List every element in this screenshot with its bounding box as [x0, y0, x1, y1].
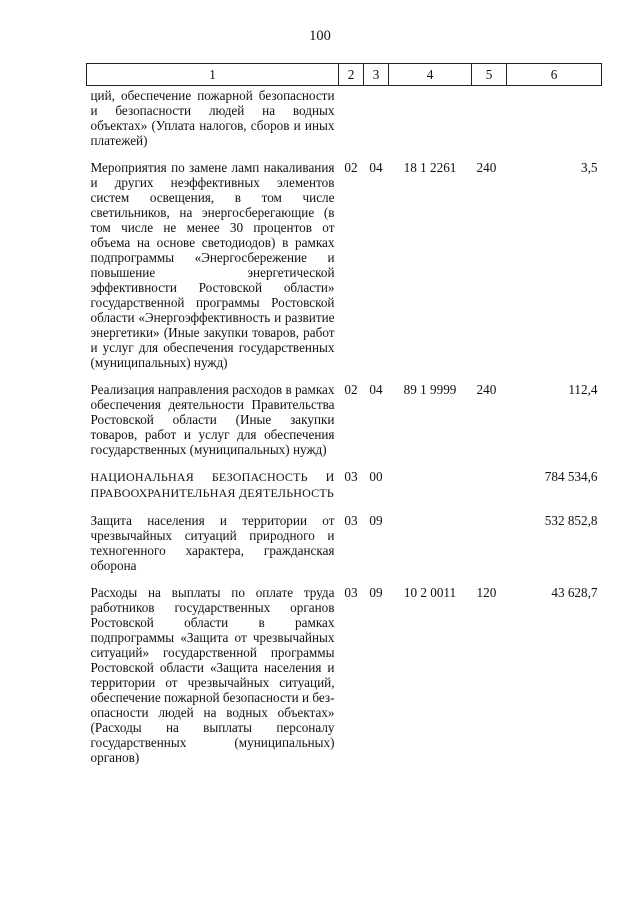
row-description: ций, обеспечение пожарной безопасности и безопасности людей на водных объектах» (Уплата налогов, сборов и иных платежей): [90, 88, 335, 148]
header-col-1: 1: [87, 64, 339, 86]
row-subsection: 09: [369, 513, 383, 528]
row-target-article: [389, 513, 472, 585]
row-description-caps: НАЦИОНАЛЬНАЯ БЕЗОПАСНОСТЬ И ПРАВООХРАНИТЕЛЬНАЯ ДЕЯТЕЛЬНОСТЬ: [90, 470, 335, 500]
header-col-5: 5: [472, 64, 507, 86]
table-header-row: [87, 64, 602, 86]
row-section: 03: [344, 513, 358, 528]
header-col-3: 3: [364, 64, 389, 86]
row-amount: 112,4: [568, 382, 598, 397]
row-target-article: [389, 469, 472, 513]
row-amount: 43 628,7: [551, 585, 598, 600]
row-amount: [507, 86, 602, 161]
row-subsection: [364, 86, 389, 161]
row-target-article: 10 2 0011: [403, 585, 457, 600]
row-expense-type: [472, 513, 507, 585]
row-amount: 3,5: [581, 160, 598, 175]
row-expense-type: [472, 469, 507, 513]
row-target-article: 89 1 9999: [403, 382, 457, 397]
row-subsection: 04: [369, 382, 383, 397]
row-expense-type: 240: [476, 382, 497, 397]
row-amount: 784 534,6: [544, 469, 598, 484]
table-row: [87, 513, 602, 585]
header-col-6: 6: [507, 64, 602, 86]
table-row: [87, 160, 602, 382]
row-description: [87, 469, 339, 513]
table-row: [87, 86, 602, 161]
header-col-2: 2: [339, 64, 364, 86]
row-expense-type: 120: [476, 585, 497, 600]
row-section: 02: [344, 382, 358, 397]
row-description: Защита населения и территории от чрезвычайных ситуаций природного и техногенного характера, гражданская оборона: [90, 513, 335, 573]
row-section: 02: [344, 160, 358, 175]
table-row: [87, 382, 602, 469]
row-description: Расходы на выплаты по оплате труда работников государственных органов Ростовской области в рамках подпрограммы «Защита от чрезвычайных ситуаций» государственной программы Ростовской области «Защита населения и территории от чрезвычайных ситуаций, обеспечение пожарной безопасности и безопасности людей на водных объектах» (Расходы на выплаты персоналу государственных (муниципальных) органов): [90, 585, 335, 765]
row-section: [339, 86, 364, 161]
row-description: Реализация направления расходов в рамках обеспечения деятельности Правительства Ростовской области (Иные закупки товаров, работ и услуг для обеспечения государственных (муниципальных) нужд): [90, 382, 335, 457]
table-row: [87, 469, 602, 513]
row-expense-type: 240: [476, 160, 497, 175]
row-target-article: 18 1 2261: [403, 160, 457, 175]
row-subsection: 09: [369, 585, 383, 600]
row-description: Мероприятия по замене ламп накаливания и других неэффективных элементов систем освещения, в том числе светильников, на энергосберегающие (в том числе не менее 30 процентов от объема на основе светодиодов) в рамках подпрограммы «Энергосбережение и повышение энергетической эффективности Ростовской области» государственной программы Ростовской области «Энергоэффективность и развитие энергетики» (Иные закупки товаров, работ и услуг для обеспечения государственных (муниципальных) нужд): [90, 160, 335, 370]
page-number: 100: [309, 28, 331, 44]
row-section: 03: [344, 585, 358, 600]
header-col-4: 4: [389, 64, 472, 86]
row-target-article: [389, 86, 472, 161]
table-row: [87, 585, 602, 777]
budget-table: [86, 63, 602, 777]
row-amount: 532 852,8: [544, 513, 598, 528]
row-subsection: 04: [369, 160, 383, 175]
row-section: 03: [344, 469, 358, 484]
row-expense-type: [472, 86, 507, 161]
row-subsection: 00: [369, 469, 383, 484]
